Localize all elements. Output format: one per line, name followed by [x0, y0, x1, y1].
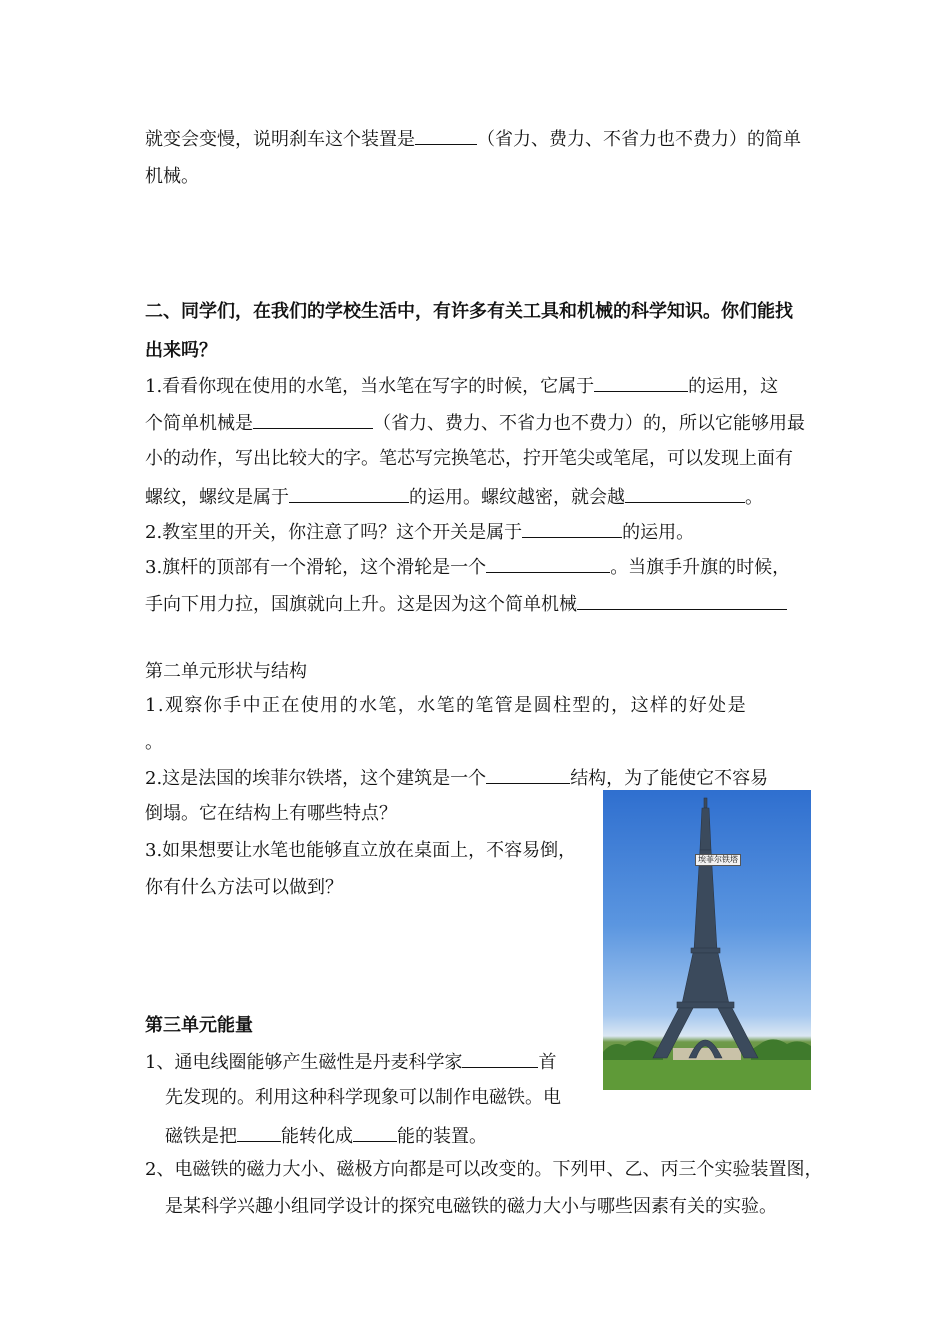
text: 3.旗杆的顶部有一个滑轮，这个滑轮是一个 [145, 557, 487, 578]
question-line [145, 591, 787, 617]
answer-blank[interactable] [522, 519, 622, 538]
text-line [145, 126, 801, 152]
answer-blank[interactable] [577, 591, 787, 610]
text: 2.这是法国的埃菲尔铁塔，这个建筑是一个 [145, 768, 487, 789]
question-line [145, 765, 768, 791]
text: 能转化成 [281, 1126, 353, 1147]
text: 。当旗手升旗的时候， [610, 557, 791, 578]
text: 能的装置。 [397, 1126, 487, 1147]
question-line: 2、电磁铁的磁力大小、磁极方向都是可以改变的。下列甲、乙、丙三个实验装置图， [145, 1159, 823, 1180]
text: 1.看看你现在使用的水笔，当水笔在写字的时候，它属于 [145, 376, 595, 397]
text: 个简单机械是 [145, 413, 253, 434]
text: 2.教室里的开关，你注意了吗？这个开关是属于 [145, 522, 523, 543]
text: 的运用。螺纹越密，就会越 [409, 487, 625, 508]
question-line: 倒塌。它在结构上有哪些特点？ [145, 803, 397, 824]
question-line [145, 373, 778, 399]
text: 的运用，这 [688, 376, 779, 397]
text: 磁铁是把 [165, 1126, 237, 1147]
eiffel-tower-icon [603, 790, 811, 1090]
text: （省力、费力、不省力也不费力）的，所以它能够用最 [373, 413, 805, 434]
question-line [165, 1123, 487, 1149]
answer-blank[interactable] [237, 1123, 281, 1142]
question-line [145, 554, 790, 580]
eiffel-tower-photo [603, 790, 811, 1090]
text: （省力、费力、不省力也不费力）的简单 [477, 129, 801, 150]
answer-blank[interactable] [353, 1123, 397, 1142]
unit-title: 第二单元形状与结构 [145, 661, 307, 682]
text: 螺纹，螺纹是属于 [145, 487, 289, 508]
text: 结构，为了能使它不容易 [570, 768, 769, 789]
question-line: 1.观察你手中正在使用的水笔，水笔的笔管是圆柱型的，这样的好处是 [145, 695, 747, 716]
text-line: 机械。 [145, 166, 199, 187]
answer-blank[interactable] [486, 554, 610, 573]
question-line: 你有什么方法可以做到？ [145, 877, 343, 898]
text: 的运用。 [622, 522, 695, 543]
section-heading: 二、同学们，在我们的学校生活中，有许多有关工具和机械的科学知识。你们能找 [145, 301, 793, 322]
text: 手向下用力拉，国旗就向上升。这是因为这个简单机械 [145, 594, 577, 615]
question-line [145, 410, 805, 436]
question-line: 3.如果想要让水笔也能够直立放在桌面上，不容易倒， [145, 840, 577, 861]
answer-blank[interactable] [415, 126, 477, 145]
text: 。 [745, 487, 763, 508]
text: 1、通电线圈能够产生磁性是丹麦科学家 [145, 1052, 463, 1073]
question-line [145, 519, 694, 545]
answer-blank[interactable] [625, 484, 745, 503]
photo-caption: 埃菲尔铁塔 [695, 854, 741, 866]
question-line: 。 [145, 732, 163, 753]
answer-blank[interactable] [253, 410, 373, 429]
question-line: 先发现的。利用这种科学现象可以制作电磁铁。电 [165, 1087, 561, 1108]
question-line: 是某科学兴趣小组同学设计的探究电磁铁的磁力大小与哪些因素有关的实验。 [165, 1196, 777, 1217]
text: 首 [538, 1052, 557, 1073]
answer-blank[interactable] [462, 1049, 538, 1068]
question-line [145, 1049, 556, 1075]
answer-blank[interactable] [289, 484, 409, 503]
section-heading-cont: 出来吗？ [145, 340, 217, 361]
question-line: 小的动作，写出比较大的字。笔芯写完换笔芯，拧开笔尖或笔尾，可以发现上面有 [145, 448, 793, 469]
text: 就变会变慢，说明刹车这个装置是 [145, 129, 415, 150]
unit-title: 第三单元能量 [145, 1015, 253, 1036]
answer-blank[interactable] [486, 765, 570, 784]
question-line [145, 484, 763, 510]
answer-blank[interactable] [594, 373, 688, 392]
